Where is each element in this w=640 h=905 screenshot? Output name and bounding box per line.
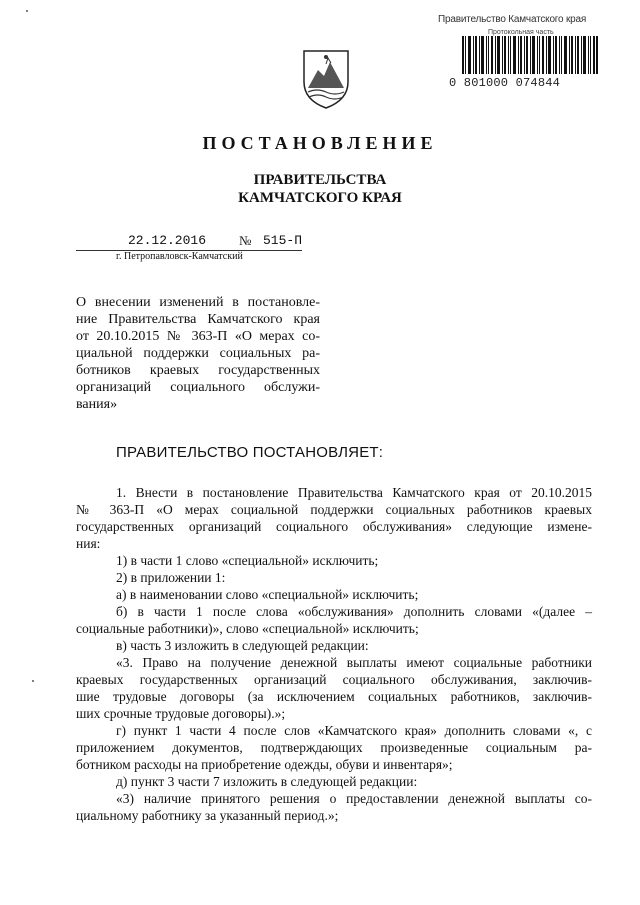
body-line: 1. Внести в постановление Правительства Камчатского края от 20.10.2015 bbox=[116, 485, 592, 500]
number-sign: № bbox=[239, 233, 252, 248]
body-line: «3) наличие принятого решения о предоставлении денежной выплаты со- bbox=[116, 791, 592, 806]
paragraph-5 bbox=[76, 603, 592, 637]
body-line: ния: bbox=[76, 536, 101, 551]
paragraph-8 bbox=[76, 722, 592, 773]
barcode-number: 0 801000 074844 bbox=[449, 76, 561, 90]
body-line: 2) в приложении 1: bbox=[116, 570, 226, 585]
body-line: циальному работнику за указанный период.»; bbox=[76, 808, 339, 823]
document-subject bbox=[76, 294, 320, 413]
subject-line: циальной поддержки социальных ра- bbox=[76, 346, 320, 361]
document-number: 515-П bbox=[263, 233, 303, 248]
paragraph-2 bbox=[76, 552, 592, 569]
issuer-line-1: ПРАВИТЕЛЬСТВА bbox=[253, 172, 387, 188]
document-date: 22.12.2016 bbox=[128, 233, 207, 248]
scan-speck bbox=[26, 10, 28, 12]
subject-line: вания» bbox=[76, 397, 118, 412]
body-line: приложением документов, подтверждающих произведенные социальным ра- bbox=[76, 740, 592, 755]
subject-line: ние Правительства Камчатского края bbox=[76, 312, 320, 327]
document-body bbox=[76, 484, 592, 824]
paragraph-9 bbox=[76, 773, 592, 790]
body-line: ших срочные трудовые договоры).»; bbox=[76, 706, 286, 721]
body-line: краевых государственных организаций социального обслуживания, заключив- bbox=[76, 672, 592, 687]
paragraph-10 bbox=[76, 790, 592, 824]
stamp-subtitle: Протокольная часть bbox=[488, 29, 554, 36]
paragraph-1 bbox=[76, 484, 592, 552]
body-line: социальные работники)», слово «специальной» исключить; bbox=[76, 621, 419, 636]
issuer-line-2: КАМЧАТСКОГО КРАЯ bbox=[238, 190, 402, 206]
subject-line: ботников краевых государственных bbox=[76, 363, 320, 378]
paragraph-4 bbox=[76, 586, 592, 603]
paragraph-7 bbox=[76, 654, 592, 722]
body-line: б) в части 1 после слова «обслуживания» дополнить словами «(далее – bbox=[116, 604, 592, 619]
body-line: № 363-П «О мерах социальной поддержки социальных работников краевых bbox=[76, 502, 592, 517]
subject-line: организаций социального обслужи- bbox=[76, 380, 320, 395]
paragraph-3 bbox=[76, 569, 592, 586]
body-line: шие трудовые договоры (за исключением социальных работников, заключив- bbox=[76, 689, 592, 704]
body-line: г) пункт 1 части 4 после слов «Камчатского края» дополнить словами «, с bbox=[116, 723, 592, 738]
issue-city: г. Петропавловск-Камчатский bbox=[116, 251, 243, 262]
body-line: д) пункт 3 части 7 изложить в следующей редакции: bbox=[116, 774, 418, 789]
stamp-title: Правительство Камчатского края bbox=[438, 14, 587, 25]
body-line: государственных организаций социального обслуживания» следующие измене- bbox=[76, 519, 592, 534]
body-line: 1) в части 1 слово «специальной» исключить; bbox=[116, 553, 379, 568]
body-line: «3. Право на получение денежной выплаты имеют социальные работники bbox=[116, 655, 592, 670]
paragraph-6 bbox=[76, 637, 592, 654]
decree-statement: ПРАВИТЕЛЬСТВО ПОСТАНОВЛЯЕТ: bbox=[116, 444, 384, 461]
subject-line: от 20.10.2015 № 363-П «О мерах со- bbox=[76, 329, 320, 344]
body-line: а) в наименовании слово «специальной» исключить; bbox=[116, 587, 419, 602]
kamchatka-coat-of-arms-icon bbox=[300, 48, 352, 110]
body-line: в) часть 3 изложить в следующей редакции: bbox=[116, 638, 369, 653]
barcode bbox=[462, 36, 598, 74]
document-heading: ПОСТАНОВЛЕНИЕ bbox=[202, 133, 438, 153]
body-line: ботником расходы на приобретение одежды, обуви и инвентаря»; bbox=[76, 757, 453, 772]
subject-line: О внесении изменений в постановле- bbox=[76, 295, 320, 310]
scan-speck bbox=[32, 680, 34, 682]
